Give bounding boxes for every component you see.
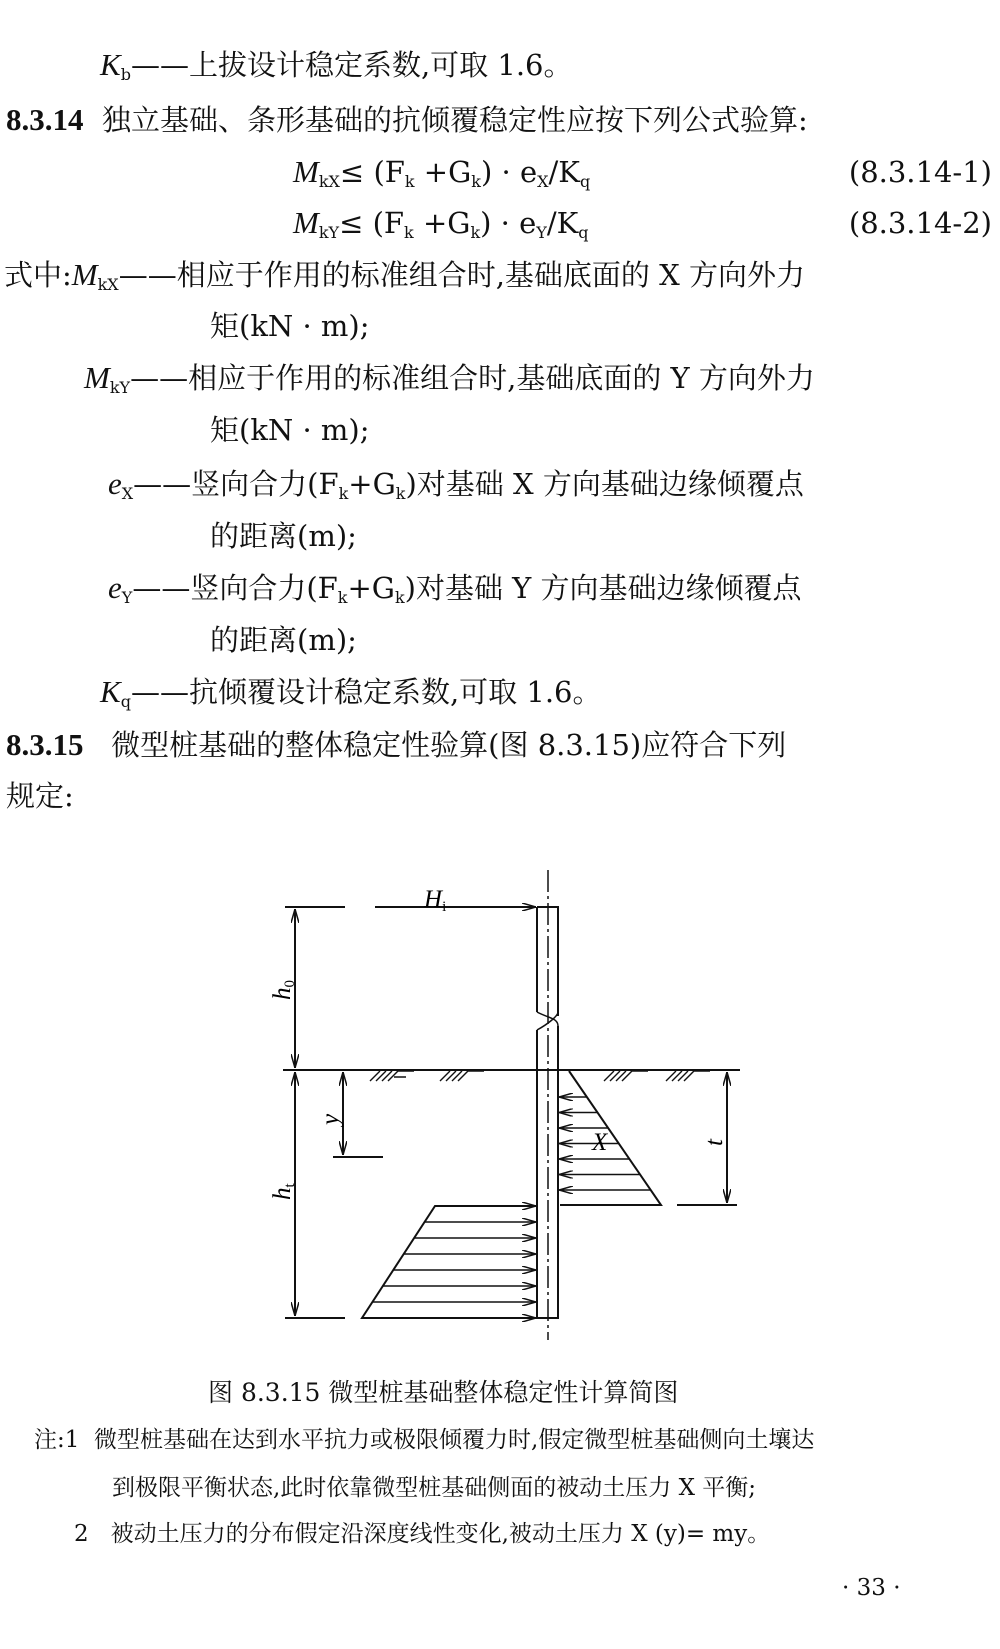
subscript: k xyxy=(394,588,405,607)
eq-sub: Y xyxy=(536,223,547,242)
subscript: kX xyxy=(97,275,119,294)
note-label: 注:1 xyxy=(34,1427,80,1453)
figure-caption: 图 8.3.15 微型桩基础整体稳定性计算简图 xyxy=(208,1378,679,1407)
symbol: e xyxy=(108,570,122,605)
subscript: k xyxy=(395,484,406,503)
eq-sub: k xyxy=(470,223,481,242)
eq-part: +G xyxy=(413,206,471,240)
symbol: K xyxy=(100,47,121,82)
eq-part: /K xyxy=(548,155,580,189)
page-number: · 33 · xyxy=(842,1575,901,1601)
eq-sub: q xyxy=(578,223,589,242)
eq-sub: q xyxy=(579,172,591,191)
subscript: k xyxy=(337,588,348,607)
note-text: 微型桩基础在达到水平抗力或极限倾覆力时,假定微型桩基础侧向土壤达 xyxy=(94,1427,815,1453)
label-X: X xyxy=(592,1129,608,1156)
eq-symbol: M xyxy=(293,154,319,189)
label-y: y xyxy=(317,1113,344,1125)
equation-number: (8.3.14-1) xyxy=(848,155,992,189)
eq-sub: k xyxy=(404,223,414,242)
subscript: b xyxy=(120,65,131,84)
eq-part: /K xyxy=(546,206,579,240)
def-text: )对基础 X 方向基础边缘倾覆点 xyxy=(405,467,804,501)
eq-part: ) · e xyxy=(480,206,537,240)
symbol: e xyxy=(108,466,122,501)
subscript: kY xyxy=(109,378,131,397)
symbol: M xyxy=(71,257,98,292)
soil-hatch-icon xyxy=(370,1071,710,1081)
eq-sub: k xyxy=(471,172,481,191)
def-text-cont: 矩(kN · m); xyxy=(210,309,370,343)
def-text-cont: 的距离(m); xyxy=(210,519,357,553)
pressure-trapezoid xyxy=(362,1206,536,1318)
label-ht: ht xyxy=(269,1183,298,1200)
def-text: ——竖向合力(F xyxy=(132,571,338,605)
note-1 xyxy=(34,1422,814,1458)
label-Hi: Hi xyxy=(424,886,447,915)
eq-sub: k xyxy=(404,172,415,191)
eq-part: ≤ (F xyxy=(339,206,405,240)
eq-symbol: M xyxy=(293,205,319,240)
label-t: t xyxy=(701,1139,728,1146)
definition-text: ——上拔设计稳定系数,可取 1.6。 xyxy=(130,48,573,82)
subscript: Y xyxy=(121,588,133,607)
equation-number: (8.3.14-2) xyxy=(848,206,992,240)
note-2 xyxy=(74,1516,770,1552)
def-text: ——相应于作用的标准组合时,基础底面的 X 方向外力 xyxy=(118,258,806,292)
def-text-cont: 的距离(m); xyxy=(210,623,357,657)
section-number: 8.3.14 xyxy=(6,102,84,137)
label-h0: h0 xyxy=(269,980,298,1000)
subscript: X xyxy=(121,484,134,503)
subscript: k xyxy=(338,484,349,503)
note-label: 2 xyxy=(74,1521,89,1547)
symbol: K xyxy=(100,674,121,709)
eq-part: ≤ (F xyxy=(339,155,405,189)
def-text: ——抗倾覆设计稳定系数,可取 1.6。 xyxy=(130,675,602,709)
eq-sub: X xyxy=(537,172,549,191)
prefix: 式中: xyxy=(4,258,72,292)
symbol: M xyxy=(84,360,110,395)
subscript: q xyxy=(120,692,131,711)
eq-sub: kY xyxy=(318,223,340,242)
note-text: 被动土压力的分布假定沿深度线性变化,被动土压力 X (y)= my。 xyxy=(110,1521,771,1547)
eq-part: +G xyxy=(414,155,472,189)
note-text-cont: 到极限平衡状态,此时依靠微型桩基础侧面的被动土压力 X 平衡; xyxy=(112,1475,757,1501)
passive-pressure-triangle xyxy=(560,1071,661,1205)
pressure-arrows xyxy=(362,1097,651,1318)
section-text: 微型桩基础的整体稳定性验算(图 8.3.15)应符合下列 xyxy=(111,728,787,762)
section-text-cont: 规定: xyxy=(6,779,74,813)
def-text: ——竖向合力(F xyxy=(133,467,339,501)
def-text: ——相应于作用的标准组合时,基础底面的 Y 方向外力 xyxy=(130,361,815,395)
section-text: 独立基础、条形基础的抗倾覆稳定性应按下列公式验算: xyxy=(101,103,808,137)
def-text: +G xyxy=(348,467,396,501)
def-text: +G xyxy=(347,571,395,605)
section-number: 8.3.15 xyxy=(6,727,84,762)
def-text-cont: 矩(kN · m); xyxy=(210,413,370,447)
eq-part: ) · e xyxy=(480,155,538,189)
eq-sub: kX xyxy=(318,172,340,191)
def-text: )对基础 Y 方向基础边缘倾覆点 xyxy=(404,571,802,605)
